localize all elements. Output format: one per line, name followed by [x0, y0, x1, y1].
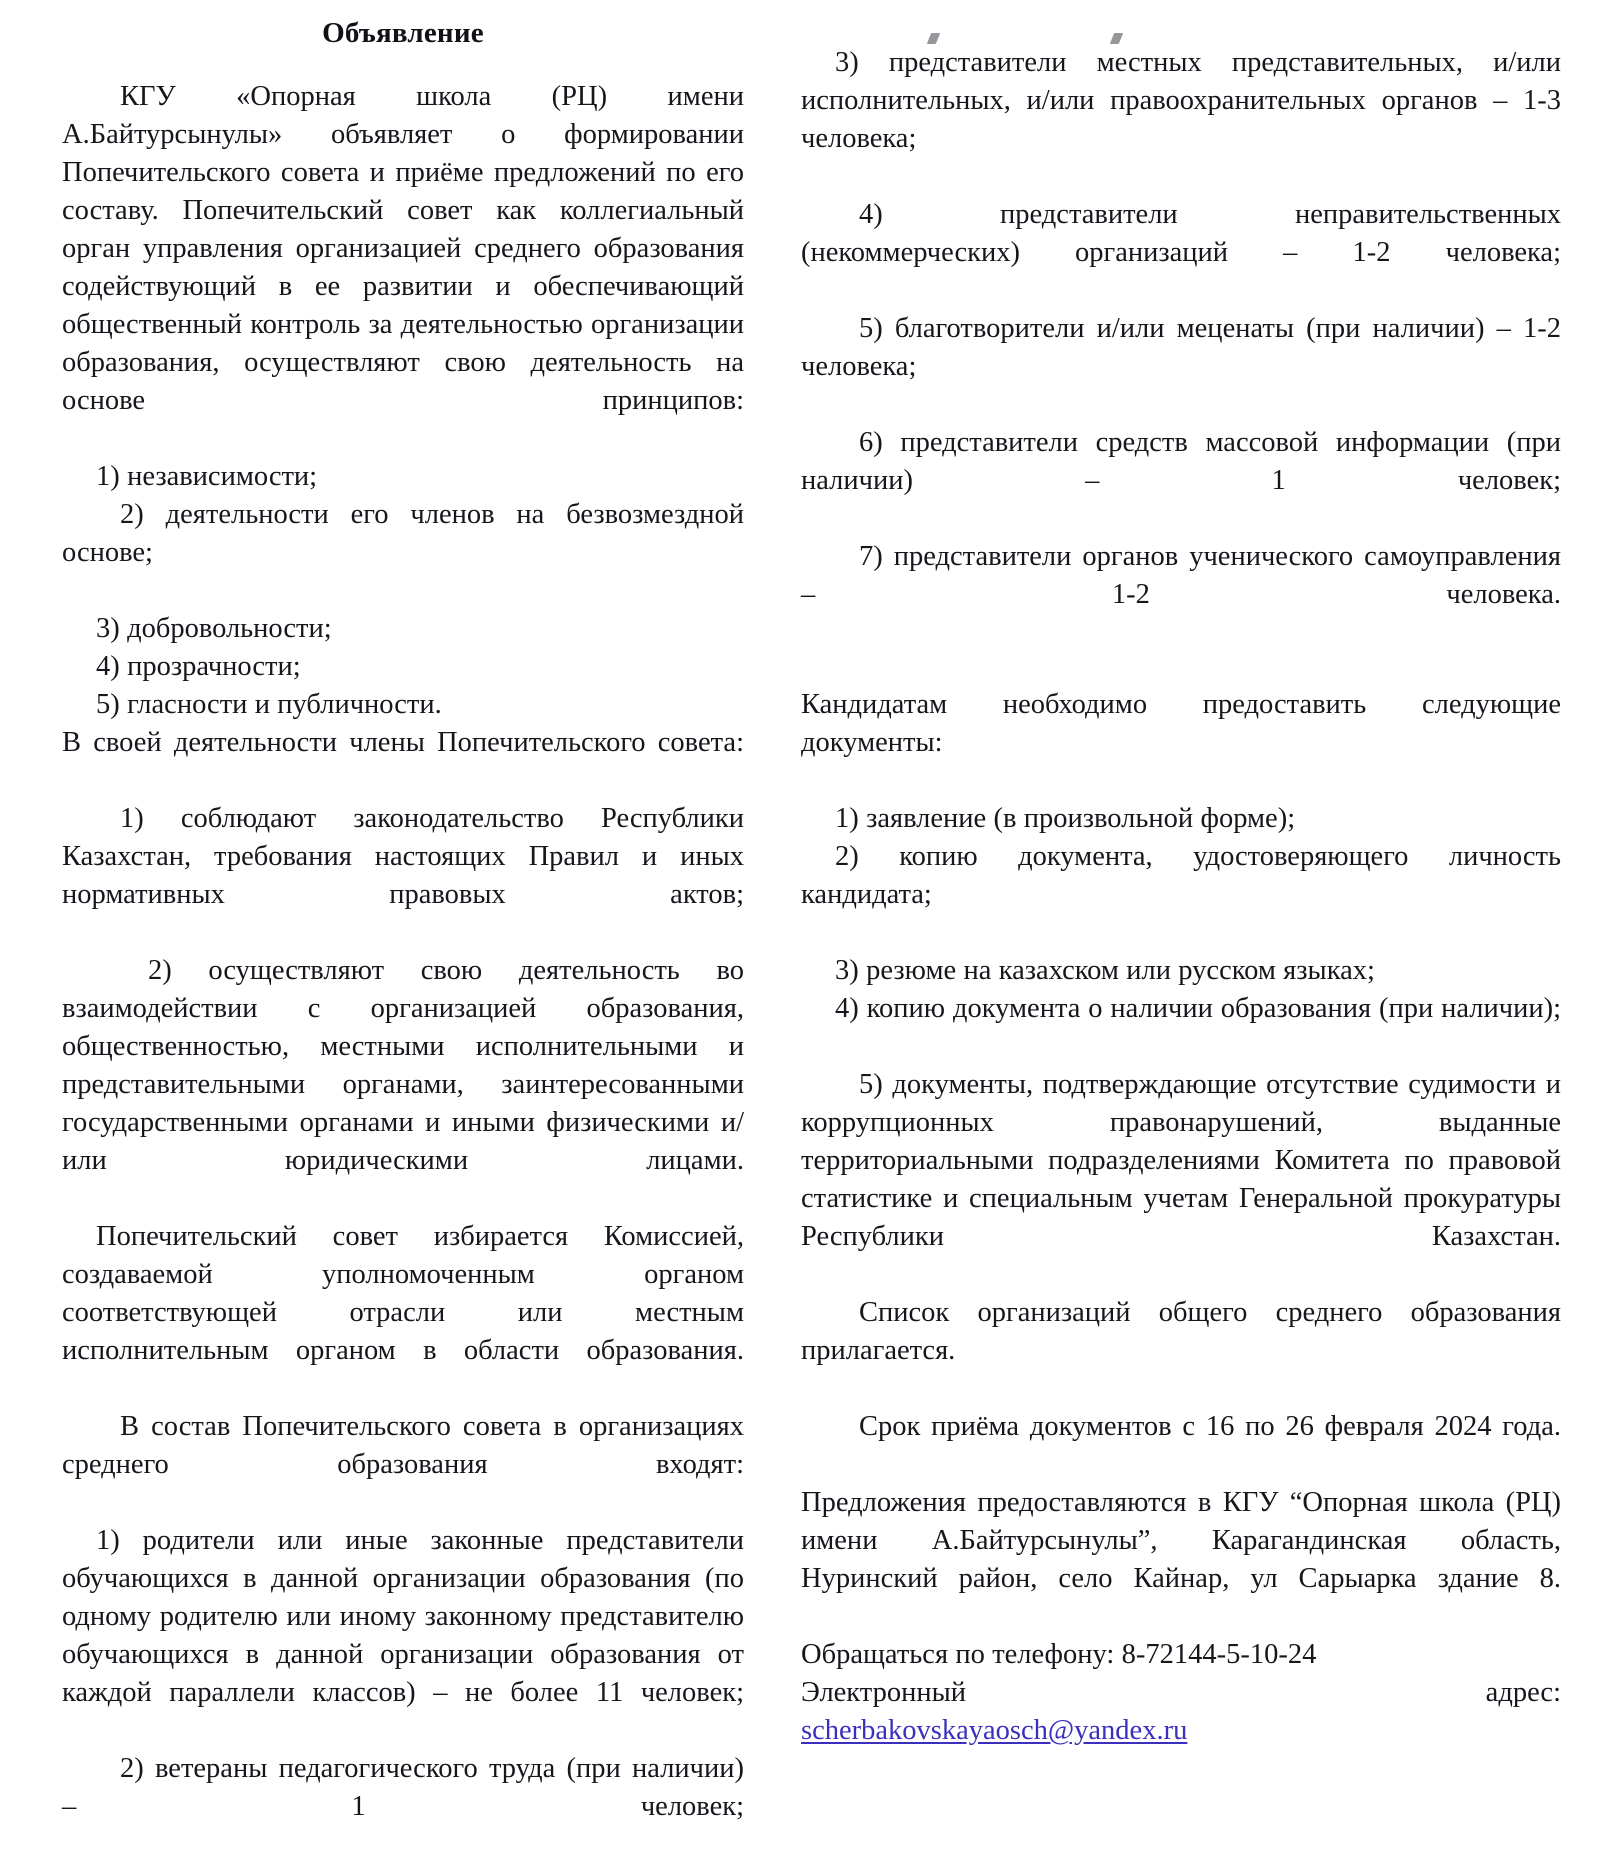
documents-item-4: 4) копию документа о наличии образования (при наличии);: [835, 993, 1561, 1024]
right-column: [801, 0, 1561, 1750]
documents-item-3: 3) резюме на казахском или русском языках;: [835, 955, 1375, 986]
composition-item-5: 5) благотворители и/или меценаты (при наличии) – 1-2 человека;: [801, 313, 1561, 382]
documents-heading: Кандидатам необходимо предоставить следующие документы:: [801, 689, 1561, 758]
intro-paragraph: КГУ «Опорная школа (РЦ) имени А.Байтурсынулы» объявляет о формировании Попечительского совета и приёме предложений по его составу. Попечительский совет как коллегиальный орган управления организацией среднего образования содействующий в ее развитии и обеспечивающий общественный контроль за деятельностью организации образования, осуществляют свою деятельность на основе принципов:: [62, 80, 744, 416]
phone-line: Обращаться по телефону: 8-72144-5-10-24: [801, 1639, 1317, 1670]
email-link[interactable]: scherbakovskayaosch@yandex.ru: [801, 1715, 1188, 1746]
documents-item-2: 2) копию документа, удостоверяющего личность кандидата;: [801, 841, 1561, 910]
composition-item-6: 6) представители средств массовой информации (при наличии) – 1 человек;: [801, 427, 1561, 496]
composition-item-4: 4) представители неправительственных (некоммерческих) организаций – 1-2 человека;: [801, 199, 1561, 268]
principle-item-4: 4) прозрачности;: [96, 650, 301, 682]
documents-item-1: 1) заявление (в произвольной форме);: [835, 803, 1296, 834]
email-row: [801, 1712, 1561, 1750]
left-column: [62, 0, 744, 1864]
principle-item-2: 2) деятельности его членов на безвозмездной основе;: [62, 498, 744, 568]
commission-paragraph: Попечительский совет избирается Комиссией, создаваемой уполномоченным органом соответствующей отрасли или местным исполнительным органом в области образования.: [62, 1220, 744, 1366]
principle-item-5: 5) гласности и публичности.: [96, 688, 442, 720]
section-spacer: [801, 652, 1561, 686]
documents-item-5: 5) документы, подтверждающие отсутствие судимости и коррупционных правонарушений, выданные территориальными подразделениями Комитета по правовой статистике и специальным учетам Генеральной прокуратуры Республики Казахстан.: [801, 1069, 1561, 1252]
composition-item-7: 7) представители органов ученического самоуправления – 1-2 человека.: [801, 541, 1561, 610]
submission-address: Предложения предоставляются в КГУ “Опорная школа (РЦ) имени А.Байтурсынулы”, Карагандинская область, Нуринский район, село Кайнар, ул Сарыарка здание 8.: [801, 1487, 1561, 1594]
page-title: Объявление: [322, 17, 484, 49]
email-label: Электронный: [801, 1677, 966, 1708]
email-label-suffix: адрес:: [1485, 1677, 1561, 1708]
composition-item-2: 2) ветераны педагогического труда (при наличии) – 1 человек;: [62, 1752, 744, 1822]
composition-item-1: 1) родители или иные законные представители обучающихся в данной организации образования (по одному родителю или иному законному представителю обучающихся в данной организации образования от каждой параллели классов) – не более 11 человек;: [62, 1524, 744, 1708]
principle-item-1: 1) независимости;: [96, 460, 318, 492]
email-label-row: [801, 1674, 1561, 1712]
composition-heading: В состав Попечительского совета в организациях среднего образования входят:: [62, 1410, 744, 1480]
organization-list-note: Список организаций общего среднего образования прилагается.: [801, 1297, 1561, 1366]
duties-item-2: 2) осуществляют свою деятельность во взаимодействии с организацией образования, общественностью, местными исполнительными и представительными органами, заинтересованными государственными органами и иными физическими и/или юридическими лицами.: [62, 954, 744, 1176]
submission-deadline: Срок приёма документов с 16 по 26 февраля 2024 года.: [859, 1411, 1561, 1442]
principle-item-3: 3) добровольности;: [96, 612, 332, 644]
duties-heading: В своей деятельности члены Попечительского совета:: [62, 726, 744, 758]
duties-item-1: 1) соблюдают законодательство Республики Казахстан, требования настоящих Правил и иных нормативных правовых актов;: [62, 802, 744, 910]
composition-item-3: 3) представители местных представительных, и/или исполнительных, и/или правоохранительных органов – 1-3 человека;: [801, 47, 1561, 154]
